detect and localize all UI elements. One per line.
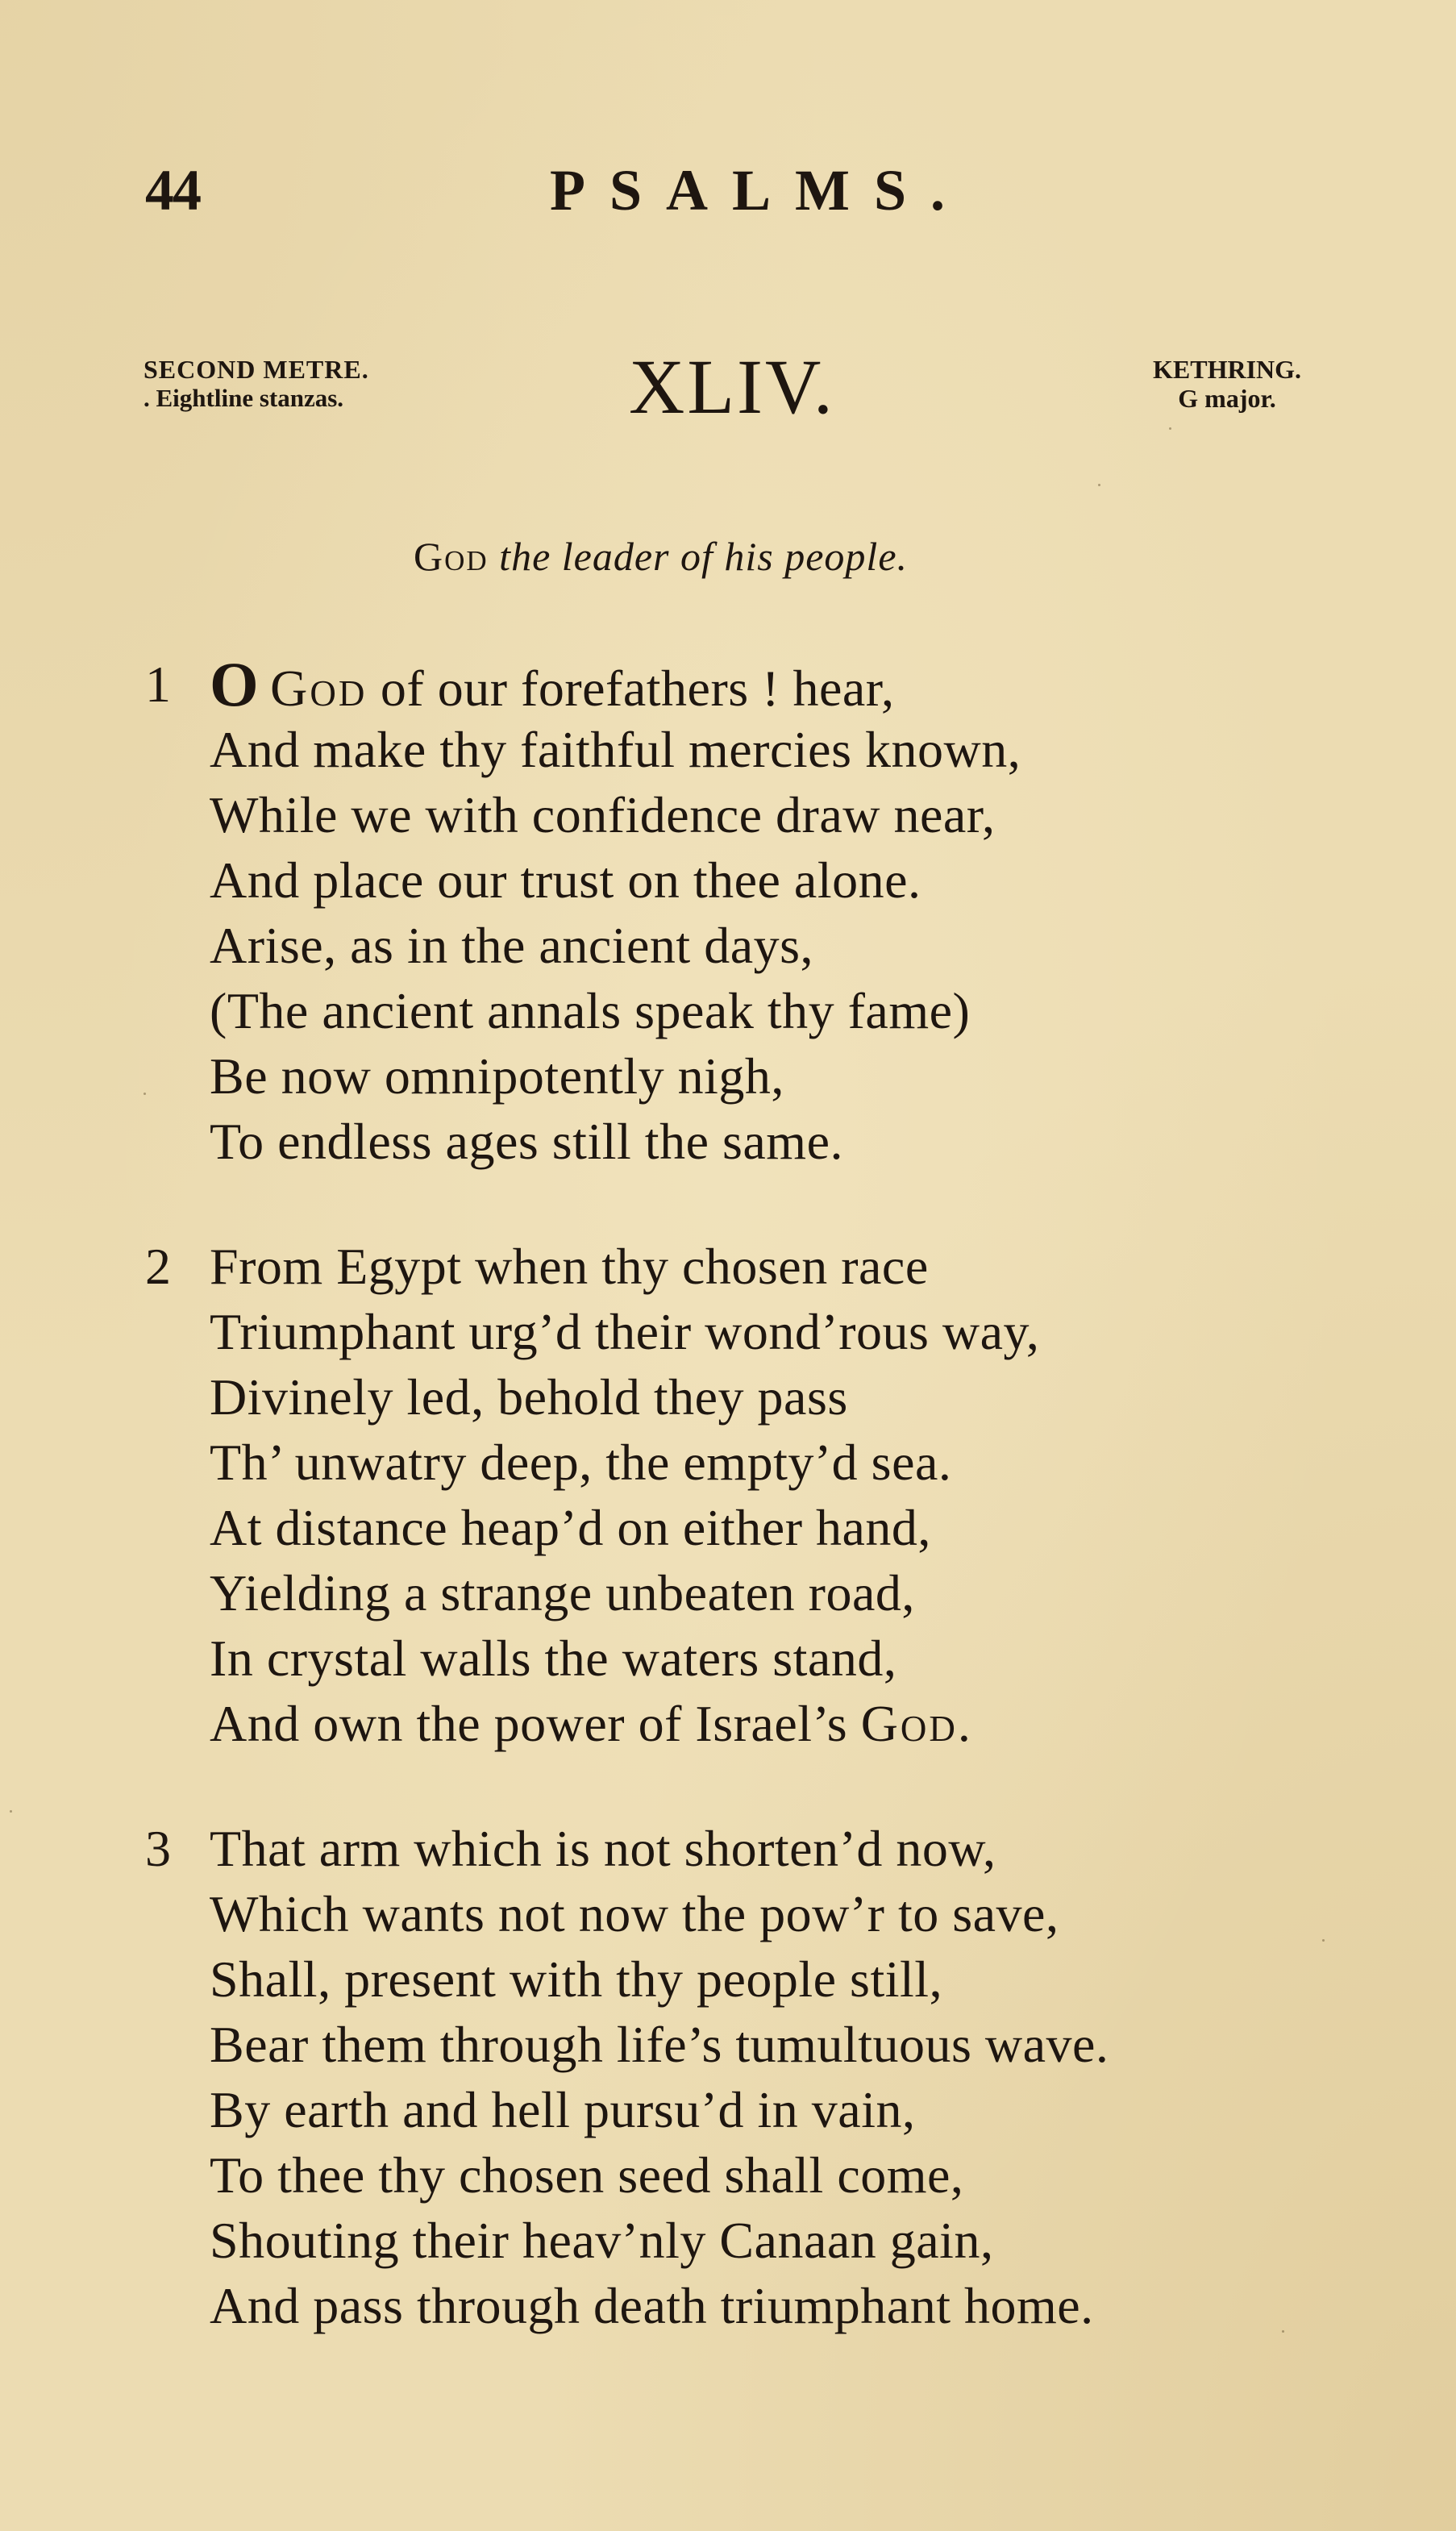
verse-line: From Egypt when thy chosen race [210,1238,929,1295]
verse-number: 2 [145,1238,171,1295]
paper-speck [1098,484,1100,486]
divine-name: God [860,1695,958,1752]
tune-info [1153,355,1301,413]
verse-line: And pass through death triumphant home. [210,2277,1094,2334]
psalm-number: XLIV. [629,343,835,430]
verse-line: To thee thy chosen seed shall come, [210,2146,964,2204]
drop-cap: O [210,649,260,719]
verse-line: And place our trust on thee alone. [210,851,921,909]
paper-speck [1169,427,1171,430]
verse-line: To endless ages still the same. [210,1113,843,1170]
tune-name: KETHRING. [1153,355,1302,384]
subtitle-god: God [414,534,489,579]
metre-info [144,355,369,413]
verse-line: Bear them through life’s tumultuous wave. [210,2016,1109,2073]
verse-line [210,1691,1403,1756]
tune-key: G major. [1178,384,1276,413]
verse-number: 3 [145,1820,171,1877]
paper-speck [10,1810,12,1813]
verse-line [210,651,1403,717]
verse-line: Yielding a strange unbeaten road, [210,1564,915,1621]
verse-line: In crystal walls the waters stand, [210,1630,897,1687]
line-end: . [957,1695,971,1752]
verse-number: 1 [145,656,171,713]
verse-line: That arm which is not shorten’d now, [210,1820,996,1877]
page-number: 44 [145,158,200,223]
stanza-form-label: . Eightline stanzas. [144,384,344,412]
stanza-lines [210,651,1403,1174]
verse-line: Divinely led, behold they pass [210,1368,848,1426]
paper-speck [1322,1939,1325,1942]
running-head [145,157,1322,230]
verse-line: At distance heap’d on either hand, [210,1499,931,1556]
verse-line: By earth and hell pursu’d in vain, [210,2081,916,2138]
metre-label: SECOND METRE. [144,355,369,384]
verse-line: Which wants not now the pow’r to save, [210,1885,1059,1942]
verse-line: And make thy faithful mercies known, [210,721,1021,778]
verse-line: (The ancient annals speak thy fame) [210,982,971,1039]
paper-speck [1282,2330,1284,2333]
paper-speck [144,1093,146,1095]
stanza-lines [210,1816,1403,2338]
verse-line: Shouting their heav’nly Canaan gain, [210,2212,994,2269]
verse-line: Shall, present with thy people still, [210,1950,943,2008]
subtitle-text: the leader of his people. [499,534,909,579]
stanza-lines [210,1234,1403,1756]
verse-line: Triumphant urg’d their wond’rous way, [210,1303,1040,1360]
divine-name: God [270,660,368,717]
verse-line: Be now omnipotently nigh, [210,1047,784,1105]
verse-line: Arise, as in the ancient days, [210,917,813,974]
psalm-subtitle [414,532,908,581]
line-text: And own the power of Israel’s [210,1695,848,1752]
verse-line: While we with confidence draw near, [210,786,996,843]
running-title: PSALMS. [550,158,970,223]
verse-line: Th’ unwatry deep, the empty’d sea. [210,1434,952,1491]
line-text: of our forefathers ! hear, [380,660,895,717]
